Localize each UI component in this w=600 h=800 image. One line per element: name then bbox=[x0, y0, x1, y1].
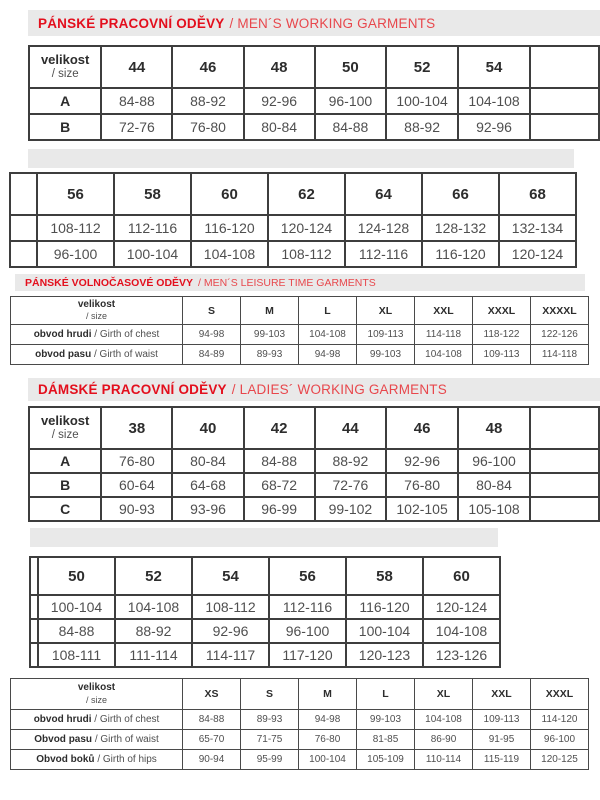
size-column-header: M bbox=[299, 679, 357, 710]
size-range-cell: 93-96 bbox=[172, 497, 243, 521]
clipped-column-cell bbox=[530, 46, 599, 88]
table-row bbox=[29, 497, 599, 521]
section-title-cz: DÁMSKÉ PRACOVNÍ ODĚVY bbox=[38, 382, 227, 397]
size-column-header: 62 bbox=[268, 173, 345, 215]
size-range-cell: 123-126 bbox=[423, 643, 500, 667]
corner-label-en: / size bbox=[51, 67, 79, 80]
table-row bbox=[11, 730, 589, 750]
size-column-header: 44 bbox=[315, 407, 386, 449]
size-column-header: 38 bbox=[101, 407, 172, 449]
corner-size-label bbox=[29, 407, 101, 449]
size-range-cell: 88-92 bbox=[115, 619, 192, 643]
size-range-cell: 88-92 bbox=[315, 449, 386, 473]
size-range-cell: 100-104 bbox=[346, 619, 423, 643]
size-column-header: XXXXL bbox=[531, 297, 589, 325]
size-column-header: 52 bbox=[115, 557, 192, 595]
size-range-cell: 102-105 bbox=[386, 497, 458, 521]
corner-label-en: / size bbox=[85, 311, 107, 322]
size-range-cell: 99-103 bbox=[357, 710, 415, 730]
size-range-cell: 100-104 bbox=[299, 750, 357, 770]
size-range-cell: 108-112 bbox=[37, 215, 114, 241]
clipped-column-cell bbox=[530, 473, 599, 497]
size-column-header: 54 bbox=[458, 46, 530, 88]
section-title-cz: PÁNSKÉ VOLNOČASOVÉ ODĚVY bbox=[25, 276, 194, 289]
size-range-cell: 84-89 bbox=[183, 345, 241, 365]
size-range-cell: 64-68 bbox=[172, 473, 243, 497]
size-range-cell: 80-84 bbox=[458, 473, 530, 497]
size-range-cell: 118-122 bbox=[473, 325, 531, 345]
row-label: A bbox=[29, 88, 101, 114]
section-title-cz: PÁNSKÉ PRACOVNÍ ODĚVY bbox=[38, 15, 225, 31]
size-range-cell: 114-118 bbox=[531, 345, 589, 365]
corner-size-label bbox=[11, 679, 183, 710]
section-title-en: / MEN´S LEISURE TIME GARMENTS bbox=[198, 276, 376, 289]
size-range-cell: 84-88 bbox=[244, 449, 315, 473]
ladies-measurements-table bbox=[10, 678, 589, 770]
size-range-cell: 92-96 bbox=[386, 449, 458, 473]
size-range-cell: 72-76 bbox=[315, 473, 386, 497]
size-column-header: 50 bbox=[38, 557, 115, 595]
size-range-cell: 120-124 bbox=[268, 215, 345, 241]
size-range-cell: 99-102 bbox=[315, 497, 386, 521]
section-header-men-leisure bbox=[15, 274, 585, 291]
stub-cell bbox=[30, 643, 38, 667]
size-range-cell: 89-93 bbox=[241, 710, 299, 730]
size-range-cell: 105-108 bbox=[458, 497, 530, 521]
size-range-cell: 108-112 bbox=[268, 241, 345, 267]
size-range-cell: 99-103 bbox=[357, 345, 415, 365]
size-range-cell: 114-118 bbox=[415, 325, 473, 345]
size-range-cell: 95-99 bbox=[241, 750, 299, 770]
size-range-cell: 120-124 bbox=[423, 595, 500, 619]
size-range-cell: 72-76 bbox=[101, 114, 172, 140]
table-row bbox=[29, 114, 599, 140]
size-range-cell: 108-111 bbox=[38, 643, 115, 667]
section-header-men-working bbox=[28, 10, 600, 36]
size-range-cell: 60-64 bbox=[101, 473, 172, 497]
table-row bbox=[11, 345, 589, 365]
ladies-measurements-table-wrap bbox=[10, 678, 590, 778]
header-row bbox=[29, 46, 599, 88]
size-range-cell: 81-85 bbox=[357, 730, 415, 750]
size-range-cell: 90-93 bbox=[101, 497, 172, 521]
size-range-cell: 65-70 bbox=[183, 730, 241, 750]
size-column-header: 66 bbox=[422, 173, 499, 215]
size-range-cell: 112-116 bbox=[114, 215, 191, 241]
ladies-working-sizes-table bbox=[28, 406, 600, 522]
size-range-cell: 128-132 bbox=[422, 215, 499, 241]
size-column-header: S bbox=[241, 679, 299, 710]
size-column-header: XXL bbox=[473, 679, 531, 710]
stub-cell bbox=[10, 173, 37, 215]
size-range-cell: 109-113 bbox=[473, 710, 531, 730]
size-range-cell: 120-125 bbox=[531, 750, 589, 770]
stub-cell bbox=[10, 241, 37, 267]
size-range-cell: 96-100 bbox=[531, 730, 589, 750]
size-range-cell: 92-96 bbox=[192, 619, 269, 643]
row-label: B bbox=[29, 473, 101, 497]
corner-label-cz: velikost bbox=[40, 413, 90, 429]
spacer-band bbox=[28, 149, 574, 168]
size-column-header: S bbox=[183, 297, 241, 325]
size-range-cell: 110-114 bbox=[415, 750, 473, 770]
clipped-column-cell bbox=[530, 449, 599, 473]
header-row bbox=[10, 173, 576, 215]
size-range-cell: 108-112 bbox=[192, 595, 269, 619]
size-column-header: 64 bbox=[345, 173, 422, 215]
table-row bbox=[29, 88, 599, 114]
size-range-cell: 124-128 bbox=[345, 215, 422, 241]
size-range-cell: 104-108 bbox=[415, 710, 473, 730]
size-column-header: 46 bbox=[386, 407, 458, 449]
size-column-header: 60 bbox=[423, 557, 500, 595]
size-range-cell: 100-104 bbox=[386, 88, 458, 114]
table-row bbox=[30, 595, 500, 619]
clipped-column-cell bbox=[530, 114, 599, 140]
size-range-cell: 96-100 bbox=[315, 88, 386, 114]
size-column-header: L bbox=[357, 679, 415, 710]
size-column-header: XXXL bbox=[531, 679, 589, 710]
corner-label-cz: velikost bbox=[77, 298, 116, 310]
size-range-cell: 104-108 bbox=[299, 325, 357, 345]
size-range-cell: 100-104 bbox=[114, 241, 191, 267]
corner-label-en: / size bbox=[85, 694, 107, 705]
size-range-cell: 104-108 bbox=[191, 241, 268, 267]
row-label: obvod pasu / Girth of waist bbox=[11, 345, 183, 365]
size-range-cell: 109-113 bbox=[473, 345, 531, 365]
size-range-cell: 84-88 bbox=[183, 710, 241, 730]
corner-label-cz: velikost bbox=[77, 682, 116, 694]
size-column-header: 42 bbox=[244, 407, 315, 449]
size-range-cell: 80-84 bbox=[172, 449, 243, 473]
size-range-cell: 96-99 bbox=[244, 497, 315, 521]
table-row bbox=[30, 643, 500, 667]
table-row bbox=[30, 619, 500, 643]
size-range-cell: 116-120 bbox=[191, 215, 268, 241]
size-column-header: XL bbox=[415, 679, 473, 710]
size-column-header: M bbox=[241, 297, 299, 325]
table-row bbox=[11, 325, 589, 345]
size-range-cell: 111-114 bbox=[115, 643, 192, 667]
size-range-cell: 116-120 bbox=[346, 595, 423, 619]
size-column-header: 48 bbox=[458, 407, 530, 449]
size-range-cell: 132-134 bbox=[499, 215, 576, 241]
size-column-header: XXL bbox=[415, 297, 473, 325]
size-range-cell: 104-108 bbox=[415, 345, 473, 365]
size-range-cell: 92-96 bbox=[244, 88, 315, 114]
ladies-working-sizes-table-continued bbox=[29, 556, 501, 668]
size-range-cell: 114-117 bbox=[192, 643, 269, 667]
header-row bbox=[29, 407, 599, 449]
size-column-header: 52 bbox=[386, 46, 458, 88]
size-column-header: XS bbox=[183, 679, 241, 710]
size-range-cell: 114-120 bbox=[531, 710, 589, 730]
size-range-cell: 76-80 bbox=[101, 449, 172, 473]
size-range-cell: 115-119 bbox=[473, 750, 531, 770]
size-column-header: XL bbox=[357, 297, 415, 325]
size-range-cell: 105-109 bbox=[357, 750, 415, 770]
ladies-working-sizes-table-wrap bbox=[28, 406, 600, 528]
clipped-column-cell bbox=[530, 88, 599, 114]
size-range-cell: 96-100 bbox=[269, 619, 346, 643]
size-range-cell: 94-98 bbox=[299, 345, 357, 365]
size-range-cell: 88-92 bbox=[386, 114, 458, 140]
size-range-cell: 84-88 bbox=[38, 619, 115, 643]
section-title-en: / MEN´S WORKING GARMENTS bbox=[229, 15, 436, 31]
stub-cell bbox=[30, 557, 38, 595]
ladies-working-sizes-table-cont-wrap bbox=[29, 556, 503, 674]
size-column-header: 40 bbox=[172, 407, 243, 449]
size-range-cell: 104-108 bbox=[458, 88, 530, 114]
row-label: B bbox=[29, 114, 101, 140]
size-range-cell: 112-116 bbox=[269, 595, 346, 619]
size-range-cell: 84-88 bbox=[101, 88, 172, 114]
header-row bbox=[11, 679, 589, 710]
table-row bbox=[10, 241, 576, 267]
size-range-cell: 89-93 bbox=[241, 345, 299, 365]
row-label: A bbox=[29, 449, 101, 473]
size-column-header: 68 bbox=[499, 173, 576, 215]
size-range-cell: 104-108 bbox=[115, 595, 192, 619]
size-column-header: 46 bbox=[172, 46, 243, 88]
men-leisure-sizes-table-wrap bbox=[10, 296, 590, 372]
table-row bbox=[29, 473, 599, 497]
men-working-sizes-table-cont-wrap bbox=[9, 172, 579, 282]
size-range-cell: 99-103 bbox=[241, 325, 299, 345]
size-range-cell: 76-80 bbox=[299, 730, 357, 750]
table-row bbox=[11, 710, 589, 730]
clipped-column-cell bbox=[530, 407, 599, 449]
size-range-cell: 71-75 bbox=[241, 730, 299, 750]
corner-size-label bbox=[29, 46, 101, 88]
row-label: C bbox=[29, 497, 101, 521]
size-column-header: 58 bbox=[114, 173, 191, 215]
size-range-cell: 90-94 bbox=[183, 750, 241, 770]
table-row bbox=[11, 750, 589, 770]
size-range-cell: 96-100 bbox=[37, 241, 114, 267]
size-range-cell: 86-90 bbox=[415, 730, 473, 750]
section-header-ladies-working bbox=[28, 378, 600, 401]
row-label: Obvod pasu / Girth of waist bbox=[11, 730, 183, 750]
size-column-header: L bbox=[299, 297, 357, 325]
size-column-header: 54 bbox=[192, 557, 269, 595]
size-range-cell: 92-96 bbox=[458, 114, 530, 140]
header-row bbox=[11, 297, 589, 325]
size-range-cell: 88-92 bbox=[172, 88, 243, 114]
size-range-cell: 117-120 bbox=[269, 643, 346, 667]
size-range-cell: 120-123 bbox=[346, 643, 423, 667]
size-range-cell: 91-95 bbox=[473, 730, 531, 750]
stub-cell bbox=[30, 619, 38, 643]
size-range-cell: 116-120 bbox=[422, 241, 499, 267]
size-range-cell: 80-84 bbox=[244, 114, 315, 140]
corner-label-en: / size bbox=[51, 428, 79, 441]
row-label: Obvod boků / Girth of hips bbox=[11, 750, 183, 770]
size-column-header: XXXL bbox=[473, 297, 531, 325]
size-range-cell: 76-80 bbox=[386, 473, 458, 497]
size-range-cell: 109-113 bbox=[357, 325, 415, 345]
stub-cell bbox=[10, 215, 37, 241]
table-row bbox=[29, 449, 599, 473]
size-range-cell: 120-124 bbox=[499, 241, 576, 267]
men-leisure-sizes-table bbox=[10, 296, 589, 365]
row-label: obvod hrudi / Girth of chest bbox=[11, 325, 183, 345]
men-working-sizes-table-continued bbox=[9, 172, 577, 268]
size-column-header: 58 bbox=[346, 557, 423, 595]
spacer-band bbox=[30, 528, 498, 547]
corner-label-cz: velikost bbox=[40, 52, 90, 68]
size-range-cell: 104-108 bbox=[423, 619, 500, 643]
corner-size-label bbox=[11, 297, 183, 325]
header-row bbox=[30, 557, 500, 595]
stub-cell bbox=[30, 595, 38, 619]
size-column-header: 56 bbox=[269, 557, 346, 595]
size-range-cell: 112-116 bbox=[345, 241, 422, 267]
size-range-cell: 100-104 bbox=[38, 595, 115, 619]
size-column-header: 44 bbox=[101, 46, 172, 88]
table-row bbox=[10, 215, 576, 241]
size-range-cell: 76-80 bbox=[172, 114, 243, 140]
size-range-cell: 94-98 bbox=[299, 710, 357, 730]
section-title-en: / LADIES´ WORKING GARMENTS bbox=[231, 382, 447, 397]
clipped-column-cell bbox=[530, 497, 599, 521]
men-working-sizes-table-wrap bbox=[28, 45, 600, 155]
size-range-cell: 94-98 bbox=[183, 325, 241, 345]
men-working-sizes-table bbox=[28, 45, 600, 141]
size-column-header: 50 bbox=[315, 46, 386, 88]
size-range-cell: 84-88 bbox=[315, 114, 386, 140]
size-range-cell: 68-72 bbox=[244, 473, 315, 497]
size-range-cell: 122-126 bbox=[531, 325, 589, 345]
size-column-header: 48 bbox=[244, 46, 315, 88]
size-column-header: 60 bbox=[191, 173, 268, 215]
size-range-cell: 96-100 bbox=[458, 449, 530, 473]
size-column-header: 56 bbox=[37, 173, 114, 215]
row-label: obvod hrudi / Girth of chest bbox=[11, 710, 183, 730]
